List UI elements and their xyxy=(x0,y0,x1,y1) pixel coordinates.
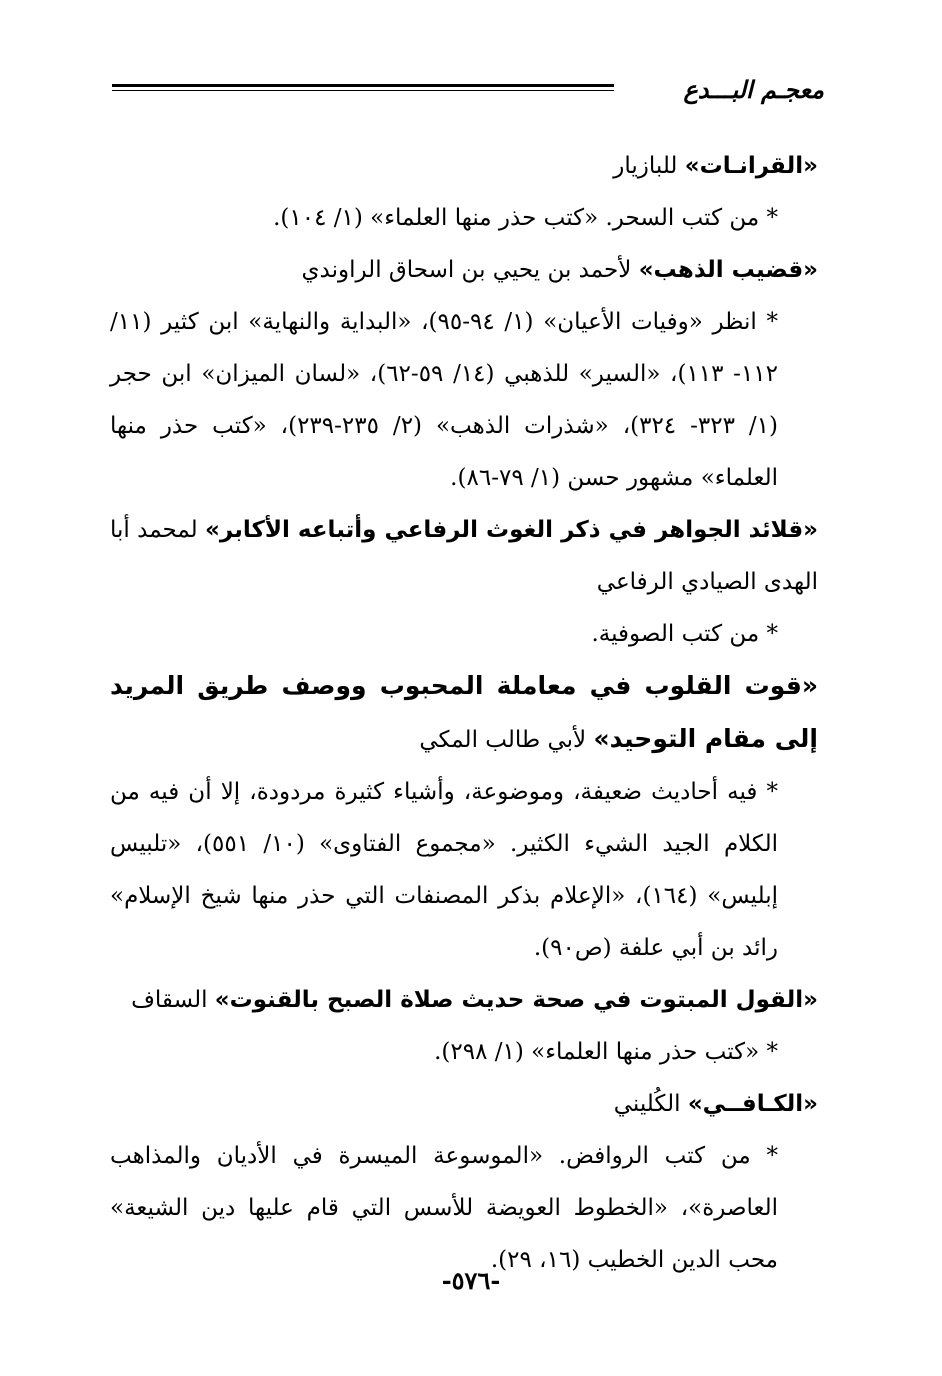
book-author: لمحمد أبا الهدى الصيادي الرفاعي xyxy=(110,517,818,595)
entry-note: * فيه أحاديث ضعيفة، وموضوعة، وأشياء كثيرة مردودة، إلا أن فيه من الكلام الجيد الشيء الكثير. «مجموع الفتاوى» (١٠/ ٥٥١)، «تلبيس إبليس» (١٦٤)، «الإعلام بذكر المصنفات التي حذر منها شيخ الإسلام» رائد بن أبي علفة (ص٩٠). xyxy=(110,779,779,961)
entry-note: * انظر «وفيات الأعيان» (١/ ٩٤-٩٥)، «البداية والنهاية» ابن كثير (١١/ ١١٢- ١١٣)، «السير» للذهبي (١٤/ ٥٩-٦٢)، «لسان الميزان» ابن حجر (١/ ٣٢٣- ٣٢٤)، «شذرات الذهب» (٢/ ٢٣٥-٢٣٩)، «كتب حذر منها العلماء» مشهور حسن (١/ ٧٩-٨٦). xyxy=(110,309,779,491)
book-author: للبازيار xyxy=(613,153,685,179)
entry-title xyxy=(110,504,818,608)
book-title: «القول المبتوت في صحة حديث صلاة الصبح بالقنوت» xyxy=(214,987,818,1013)
page-number: -٥٧٦- xyxy=(441,1266,501,1295)
book-author: الكُليني xyxy=(613,1091,688,1117)
entry-title xyxy=(110,974,818,1026)
book-author: السقاف xyxy=(131,987,215,1013)
page-body xyxy=(110,140,818,1286)
book-title: «قلائد الجواهر في ذكر الغوث الرفاعي وأتباعه الأكابر» xyxy=(205,517,818,543)
book-title: «الكـافــي» xyxy=(687,1091,818,1117)
entry-note: * من كتب السحر. «كتب حذر منها العلماء» (١/ ١٠٤). xyxy=(273,205,778,231)
entry-note: * من كتب الروافض. «الموسوعة الميسرة في الأديان والمذاهب العاصرة»، «الخطوط العويضة للأسس التي قام عليها دين الشيعة» محب الدين الخطيب (١٦، ٢٩). xyxy=(110,1143,778,1273)
entry-title xyxy=(110,244,818,296)
book-title: «قضيب الذهب» xyxy=(638,257,818,283)
entry-title xyxy=(110,1078,818,1130)
entry-title xyxy=(110,140,818,192)
page-header xyxy=(112,72,824,112)
book-author: لأبي طالب المكي xyxy=(419,727,594,753)
running-title: معجـم البـــدع xyxy=(683,76,824,104)
book-title: «القرانـات» xyxy=(684,153,818,179)
book-title: «قوت القلوب في معاملة المحبوب ووصف طريق المريد إلى مقام التوحيد» xyxy=(110,671,818,753)
book-author: لأحمد بن يحيي بن اسحاق الراوندي xyxy=(301,257,639,283)
entry-title xyxy=(110,660,818,766)
entry-note: * «كتب حذر منها العلماء» (١/ ٢٩٨). xyxy=(434,1039,778,1065)
header-double-rule xyxy=(112,84,614,91)
entry-note: * من كتب الصوفية. xyxy=(591,621,778,647)
